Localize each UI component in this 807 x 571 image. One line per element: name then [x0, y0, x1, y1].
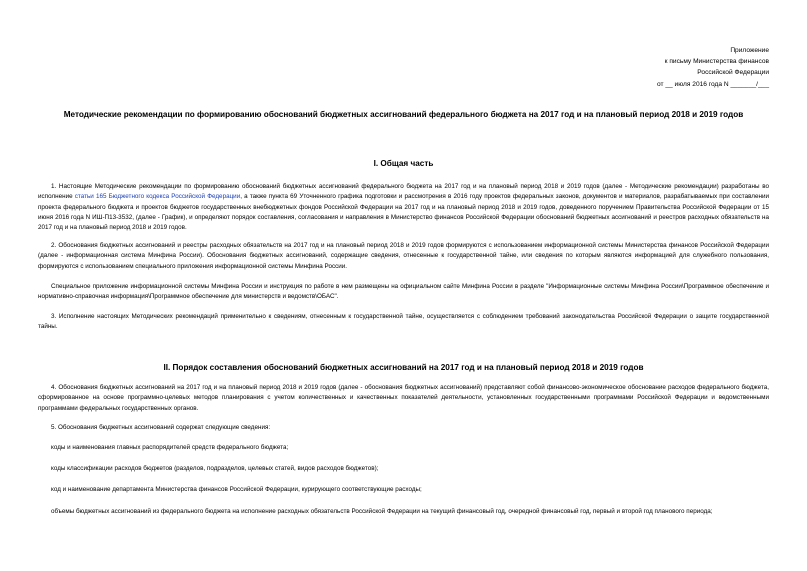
budget-code-link[interactable]: статьи 165 Бюджетного кодекса Российской Федерации: [74, 193, 241, 201]
appendix-line: Приложение: [730, 47, 769, 54]
paragraph: 5. Обоснования бюджетных ассигнований содержат следующие сведения:: [51, 424, 271, 431]
paragraph-text: 1. Настоящие Методические рекомендации по формированию обоснований бюджетных ассигнований федерального бюджета на 2017 год и на плановый период 2018 и 2019 годов (далее - Методические рекомендации) разработаны во исполнение: [38, 183, 769, 201]
appendix-line: к письму Министерства финансов: [664, 58, 769, 66]
list-item: код и наименование департамента Министерства финансов Российской Федерации, курирующего соответствующие расходы;: [51, 486, 422, 493]
paragraph-text: , а также пункта 69 Уточненного графика подготовки и рассмотрения в 2016 году проектов федеральных законов, документов и материалов, разрабатываемых при составлении проекта федерального бюджета и проектов бюджетов государственных внебюджетных фондов Российской Федерации на 2017 год и на плановый период 2018 и 2019 годов, доведенного поручением Правительства Российской Федерации от 15 июня 2016 года N ИШ-П13-3532, (далее - График), и определяют порядок составления, согласования и направления в Министерство финансов Российской Федерации обоснований бюджетных ассигнований и реестров расходных обязательств на 2017 год и на плановый период 2018 и 2019 годов.: [38, 193, 769, 232]
section-heading-general: I. Общая часть: [373, 159, 434, 168]
list-item: объемы бюджетных ассигнований из федерального бюджета на исполнение расходных обязательств Российской Федерации на текущий финансовый год, очередной финансовый год, первый и второй год планового периода;: [51, 508, 713, 515]
paragraph: 4. Обоснования бюджетных ассигнований на 2017 год и на плановый период 2018 и 2019 годов (далее - обоснования бюджетных ассигнований) представляют собой финансово-экономическое обоснование расходов федерального бюджета, сформированное на основе программно-целевых методов планирования с учетом количественных и качественных показателей деятельности, установленных государственными программами Российской Федерации и ведомственными программами федеральных государственных органов.: [38, 384, 769, 412]
appendix-line: Российской Федерации: [697, 69, 769, 77]
section-heading-procedure: II. Порядок составления обоснований бюджетных ассигнований на 2017 год и на плановый период 2018 и 2019 годов: [163, 363, 644, 372]
document-title: Методические рекомендации по формированию обоснований бюджетных ассигнований федерального бюджета на 2017 год и на плановый период 2018 и 2019 годов: [63, 110, 744, 119]
appendix-date-line: от __ июля 2016 года N _______/___: [657, 80, 769, 88]
paragraph: 3. Исполнение настоящих Методических рекомендаций применительно к сведениям, отнесенным к государственной тайне, осуществляется с соблюдением требований законодательства Российской Федерации о защите государственной тайны.: [38, 313, 769, 331]
paragraph: Специальное приложение информационной системы Минфина России и инструкция по работе в нем размещены на официальном сайте Минфина России в разделе "Информационные системы Минфина России\Программное обеспечение и нормативно-справочная информация\Программное обеспечение для министерств и ведомств\ОБАС".: [38, 283, 769, 301]
paragraph: [38, 182, 769, 233]
list-item: коды и наименования главных распорядителей средств федерального бюджета;: [51, 444, 289, 451]
list-item: коды классификации расходов бюджетов (разделов, подразделов, целевых статей, видов расходов бюджетов);: [51, 465, 379, 472]
paragraph: 2. Обоснования бюджетных ассигнований и реестры расходных обязательств на 2017 год и на плановый период 2018 и 2019 годов формируются с использованием информационной системы Министерства финансов Российской Федерации (далее - информационная система Минфина России). Обоснования бюджетных ассигнований, содержащие сведения, отнесенные к государственной тайне, или сведения по которым являются информацией для служебного пользования, формируются с использованием специального приложения информационной системы Минфина России.: [38, 242, 769, 270]
appendix-block: [657, 45, 769, 90]
